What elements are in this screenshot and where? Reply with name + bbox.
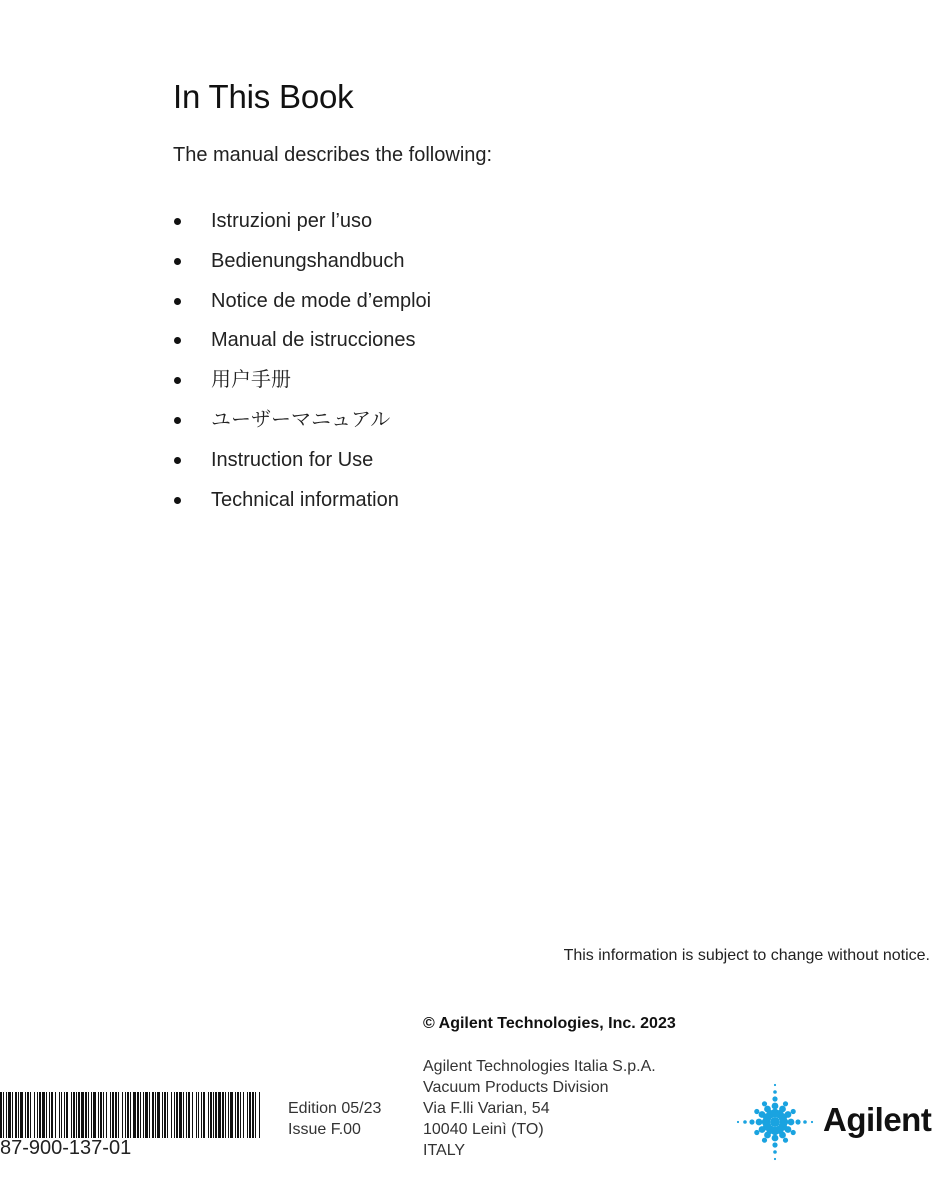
list-item [173,283,431,323]
barcode-bar [59,1092,60,1138]
bullet-icon [174,377,181,384]
list-item-label: Istruzioni per l’uso [211,210,373,232]
logo-dot [764,1106,771,1113]
logo-dot [774,1158,776,1160]
barcode-bar [18,1092,19,1138]
intro-text: The manual describes the following: [173,144,493,166]
barcode-bar [34,1092,35,1138]
barcode-bar [30,1092,31,1138]
barcode-bar [103,1092,104,1138]
list-item [173,362,431,402]
barcode-bar [125,1092,126,1138]
bullet-icon [174,497,181,504]
logo-dot [759,1126,766,1133]
agilent-spark-logo-icon [734,1080,816,1165]
logo-dot [749,1119,754,1124]
barcode-bar [49,1092,50,1138]
barcode-bar [76,1092,77,1138]
logo-dot [788,1119,795,1126]
address-line: 10040 Leinì (TO) [423,1121,544,1138]
logo-dot [759,1111,766,1118]
barcode-bar [55,1092,56,1138]
barcode-bar [66,1092,68,1138]
barcode-bar [237,1092,239,1138]
barcode-bar [196,1092,197,1138]
barcode-bar [145,1092,148,1138]
logo-dot [795,1119,800,1124]
barcode-icon [0,1092,262,1138]
barcode-bar [186,1092,187,1138]
barcode-bar [157,1092,160,1138]
barcode-bar [247,1092,248,1138]
barcode-bar [106,1092,107,1138]
agilent-logo [734,1080,934,1165]
logo-dot [772,1135,779,1142]
logo-dot [785,1111,792,1118]
barcode-bar [228,1092,229,1138]
barcode-bar [152,1092,154,1138]
address-line: ITALY [423,1142,466,1159]
barcode-bar [78,1092,80,1138]
barcode-bar [225,1092,226,1138]
bullet-icon [174,337,181,344]
barcode-bar [0,1092,2,1138]
barcode-bar [118,1092,119,1138]
logo-dot [754,1109,759,1114]
list-item-label: Technical information [211,488,399,511]
logo-dot [779,1106,786,1113]
logo-dot [811,1121,813,1123]
page-title: In This Book [173,78,354,115]
list-item [173,482,431,522]
manual-contents-list [173,203,431,521]
logo-dot [783,1138,788,1143]
barcode-bar [255,1092,256,1138]
logo-dot [772,1103,779,1110]
barcode-bar [73,1092,75,1138]
barcode-number: 87-900-137-01 [0,1137,132,1159]
barcode-bar [203,1092,205,1138]
bullet-icon [174,417,181,424]
barcode-bar [192,1092,193,1138]
barcode-bar [183,1092,184,1138]
barcode-bar [88,1092,89,1138]
logo-dot [803,1120,807,1124]
barcode-bar [235,1092,236,1138]
barcode-bar [46,1092,47,1138]
barcode-bar [3,1092,4,1138]
barcode-bar [140,1092,141,1138]
list-item-label: Instruction for Use [211,448,374,471]
barcode-bar [149,1092,150,1138]
barcode-bar [213,1092,214,1138]
barcode-bar [210,1092,212,1138]
barcode-bar [81,1092,84,1138]
barcode-bar [12,1092,13,1138]
bullet-icon [174,218,181,225]
barcode-bar [64,1092,65,1138]
address-line: Via F.lli Varian, 54 [423,1100,550,1117]
address-line: Vacuum Products Division [423,1079,609,1096]
barcode-bar [143,1092,144,1138]
list-item-label: Bedienungshandbuch [211,249,405,272]
barcode-bar [259,1092,260,1138]
logo-dot [743,1120,747,1124]
logo-dot [764,1132,771,1139]
logo-dot [756,1119,763,1126]
logo-dot [779,1132,786,1139]
barcode-bar [61,1092,62,1138]
company-address [423,1056,656,1161]
barcode-bar [252,1092,254,1138]
bullet-icon [174,298,181,305]
barcode-bar [6,1092,7,1138]
bullet-icon [174,258,181,265]
barcode-bar [85,1092,87,1138]
edition-label: Edition 05/23 [288,1100,382,1117]
barcode-bar [51,1092,53,1138]
barcode-bar [240,1092,241,1138]
list-item [173,203,431,243]
logo-dot [773,1150,777,1154]
barcode-bar [167,1092,168,1138]
list-item [173,322,431,362]
barcode-bar [25,1092,26,1138]
list-item [173,243,431,283]
barcode-bar [15,1092,17,1138]
logo-dot [772,1142,777,1147]
barcode-bar [112,1092,114,1138]
edition-info [288,1098,381,1140]
barcode-bar [198,1092,199,1138]
list-item [173,402,431,442]
barcode-bar [130,1092,131,1138]
list-item-label: Manual de istrucciones [211,329,416,352]
barcode-bar [174,1092,175,1138]
barcode-bar [164,1092,166,1138]
logo-dot [762,1138,767,1143]
barcode-bar [115,1092,117,1138]
barcode-bar [20,1092,23,1138]
logo-dot [762,1101,767,1106]
barcode-bar [171,1092,172,1138]
change-notice: This information is subject to change without notice. [563,947,930,964]
barcode-bar [155,1092,156,1138]
logo-center-dot [770,1117,780,1127]
logo-dot [737,1121,739,1123]
barcode-bar [93,1092,96,1138]
logo-dot [791,1109,796,1114]
barcode-bar [127,1092,129,1138]
barcode-bar [222,1092,224,1138]
list-item-label: Notice de mode d’emploi [211,289,432,312]
barcode-bar [42,1092,45,1138]
logo-dot [783,1101,788,1106]
list-item-label: ユーザーマニュアル [211,408,391,431]
barcode-bar [179,1092,182,1138]
logo-dot [774,1084,776,1086]
copyright: © Agilent Technologies, Inc. 2023 [423,1015,676,1032]
barcode-bar [39,1092,41,1138]
barcode-bar [110,1092,111,1138]
barcode-bar [249,1092,251,1138]
barcode-bar [98,1092,99,1138]
barcode-bar [133,1092,136,1138]
list-item-label: 用户手册 [211,369,291,392]
barcode-bar [100,1092,102,1138]
barcode-bar [201,1092,202,1138]
logo-dot [791,1130,796,1135]
barcode-bar [37,1092,38,1138]
issue-label: Issue F.00 [288,1121,361,1138]
barcode-bar [162,1092,163,1138]
logo-wordmark: Agilent [823,1101,932,1138]
list-item [173,442,431,482]
barcode-bar [8,1092,11,1138]
barcode-bar [91,1092,92,1138]
logo-dot [772,1096,777,1101]
barcode-bar [27,1092,29,1138]
barcode-bar [230,1092,233,1138]
barcode-bar [243,1092,244,1138]
barcode-bar [208,1092,209,1138]
barcode-bar [215,1092,217,1138]
barcode-bar [71,1092,72,1138]
logo-dot [754,1130,759,1135]
address-line: Agilent Technologies Italia S.p.A. [423,1058,656,1075]
barcode-bar [218,1092,221,1138]
barcode-bar [188,1092,190,1138]
barcode-bar [137,1092,139,1138]
bullet-icon [174,457,181,464]
logo-dot [785,1126,792,1133]
barcode-bar [176,1092,178,1138]
barcode-bar [122,1092,123,1138]
logo-dot [773,1090,777,1094]
